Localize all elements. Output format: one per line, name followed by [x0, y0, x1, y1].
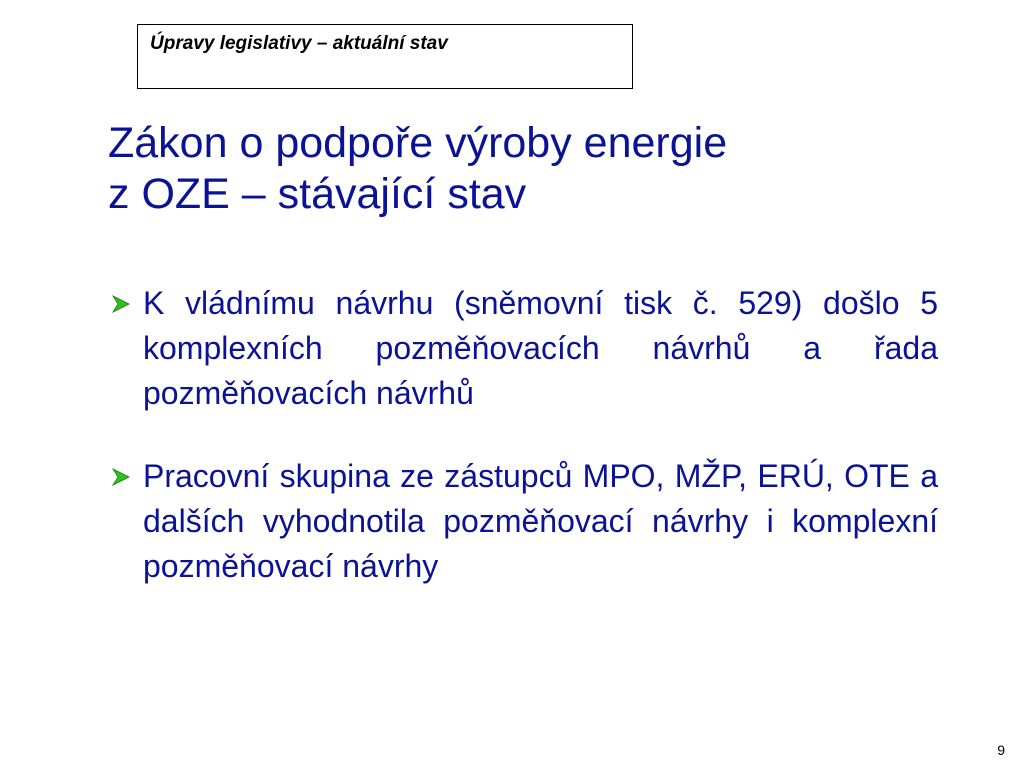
arrowhead-icon [112, 295, 130, 313]
arrowhead-icon [112, 468, 130, 486]
section-header-box [137, 24, 633, 89]
slide-title-line-1: Zákon o podpoře výroby energie [108, 119, 728, 167]
bullet-text: Pracovní skupina ze zástupců MPO, MŽP, ERÚ, OTE a dalších vyhodnotila pozměňovací návrhy i komplexní pozměňovací návrhy [143, 458, 938, 584]
section-header-label: Úpravy legislativy – aktuální stav [150, 33, 448, 54]
bullet-text: K vládnímu návrhu (sněmovní tisk č. 529) došlo 5 komplexních pozměňovacích návrhů a řada pozměňovacích návrhů [143, 285, 938, 411]
bullet-list [108, 281, 938, 589]
page-number: 9 [997, 742, 1005, 758]
bullet-item [108, 454, 938, 589]
slide-title-line-2: z OZE – stávající stav [108, 170, 527, 218]
bullet-item [108, 281, 938, 416]
slide-title [108, 118, 908, 220]
